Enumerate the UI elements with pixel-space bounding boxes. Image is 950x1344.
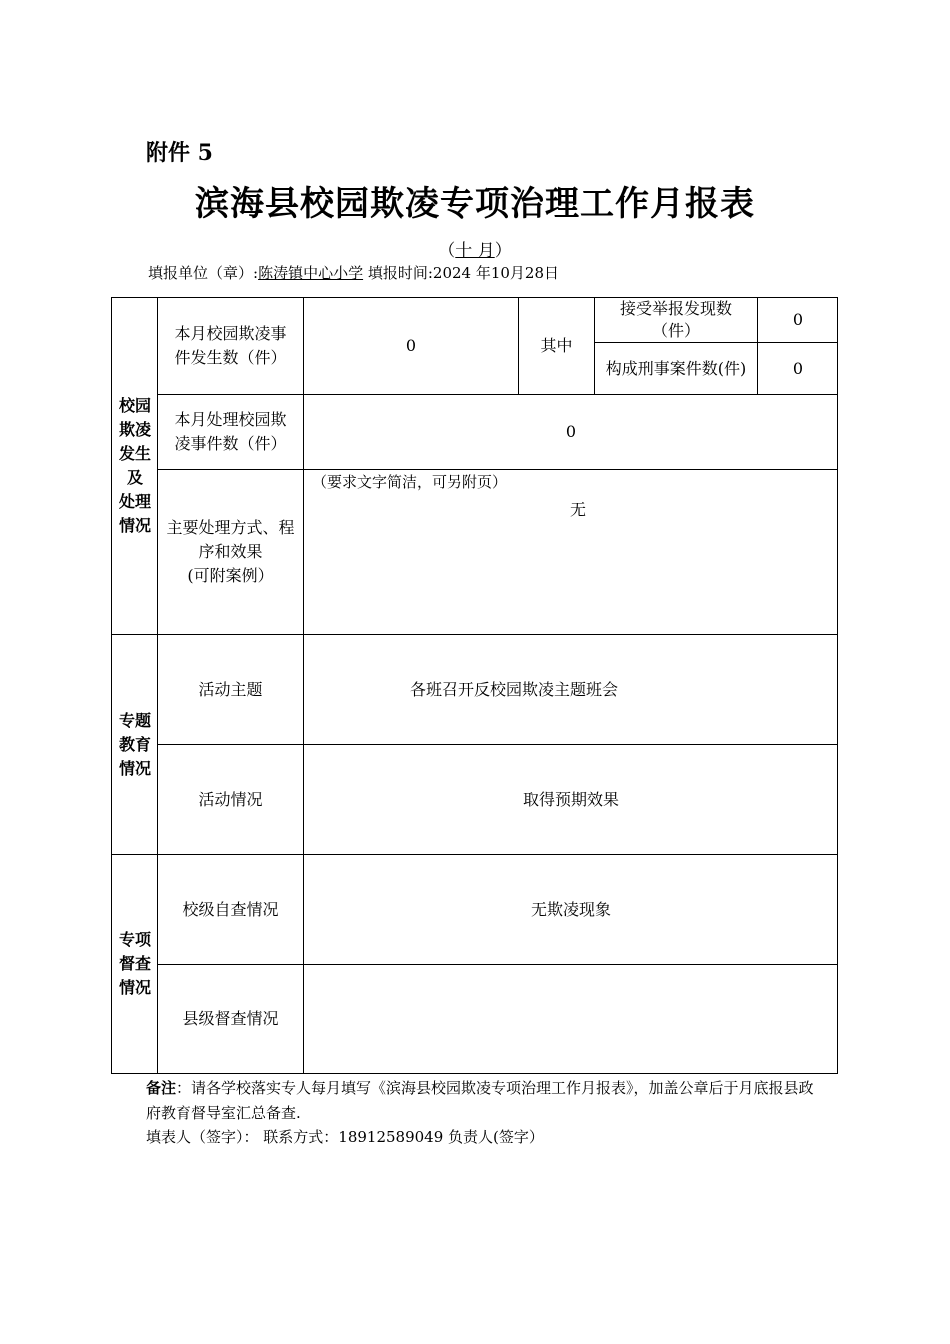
report-table: [111, 297, 838, 1074]
signer-line: 填表人（签字）： 联系方式：18912589049 负责人(签字）: [146, 1128, 544, 1146]
activity-status-label: 活动情况: [198, 789, 263, 809]
time-value: 2024 年10月28日: [432, 264, 560, 282]
month-close: ）: [494, 241, 512, 261]
activity-theme-value: 各班召开反校园欺凌主题班会: [409, 679, 618, 699]
section-incidents-label: 校园 欺凌 发生 及 处理 情况: [118, 396, 151, 535]
activity-status-value: 取得预期效果: [522, 789, 619, 809]
note-label: 备注: [146, 1079, 177, 1097]
unit-label: 填报单位（章）:: [148, 264, 259, 282]
report-month: [0, 236, 950, 261]
criminal-cases-label: 构成刑事案件数(件): [605, 358, 747, 378]
unit-value: 陈涛镇中心小学: [258, 264, 364, 282]
of-which-label: 其中: [540, 336, 573, 355]
note-text: ：请各学校落实专人每月填写《滨海县校园欺凌专项治理工作月报表》，加盖公章后于月底报县政府教育督导室汇总备查.: [146, 1079, 814, 1122]
fill-info-row: [148, 262, 559, 283]
handled-incidents-value: 0: [565, 422, 577, 441]
month-value: 十 月: [455, 241, 495, 261]
county-inspection-value: [304, 965, 838, 1073]
handling-method-value: 无: [570, 500, 587, 519]
monthly-incidents-label: 本月校园欺凌事件发生数（件）: [174, 324, 287, 367]
reports-value: 0: [792, 310, 804, 329]
section-inspection-label: 专项 督查 情况: [118, 930, 151, 997]
handling-method-hint: （要求文字简洁，可另附页）: [312, 473, 508, 491]
section-education-label: 专题 教育 情况: [118, 710, 151, 778]
attachment-label: 附件 5: [146, 140, 213, 166]
month-open: （: [438, 241, 456, 261]
handled-incidents-label: 本月处理校园欺凌事件数（件）: [174, 410, 287, 453]
school-selfcheck-value: 无欺凌现象: [530, 899, 611, 919]
footer-note: [146, 1076, 826, 1126]
handling-method-label: 主要处理方式、程序和效果 (可附案例）: [166, 518, 295, 585]
reports-label: 接受举报发现数（件）: [619, 299, 732, 340]
page-title: 滨海县校园欺凌专项治理工作月报表: [195, 184, 755, 224]
activity-theme-label: 活动主题: [198, 679, 263, 699]
county-inspection-label: 县级督查情况: [182, 1009, 279, 1028]
criminal-cases-value: 0: [792, 358, 804, 378]
monthly-incidents-value: 0: [405, 336, 417, 355]
school-selfcheck-label: 校级自查情况: [182, 899, 279, 919]
time-label: 填报时间:: [363, 264, 433, 282]
